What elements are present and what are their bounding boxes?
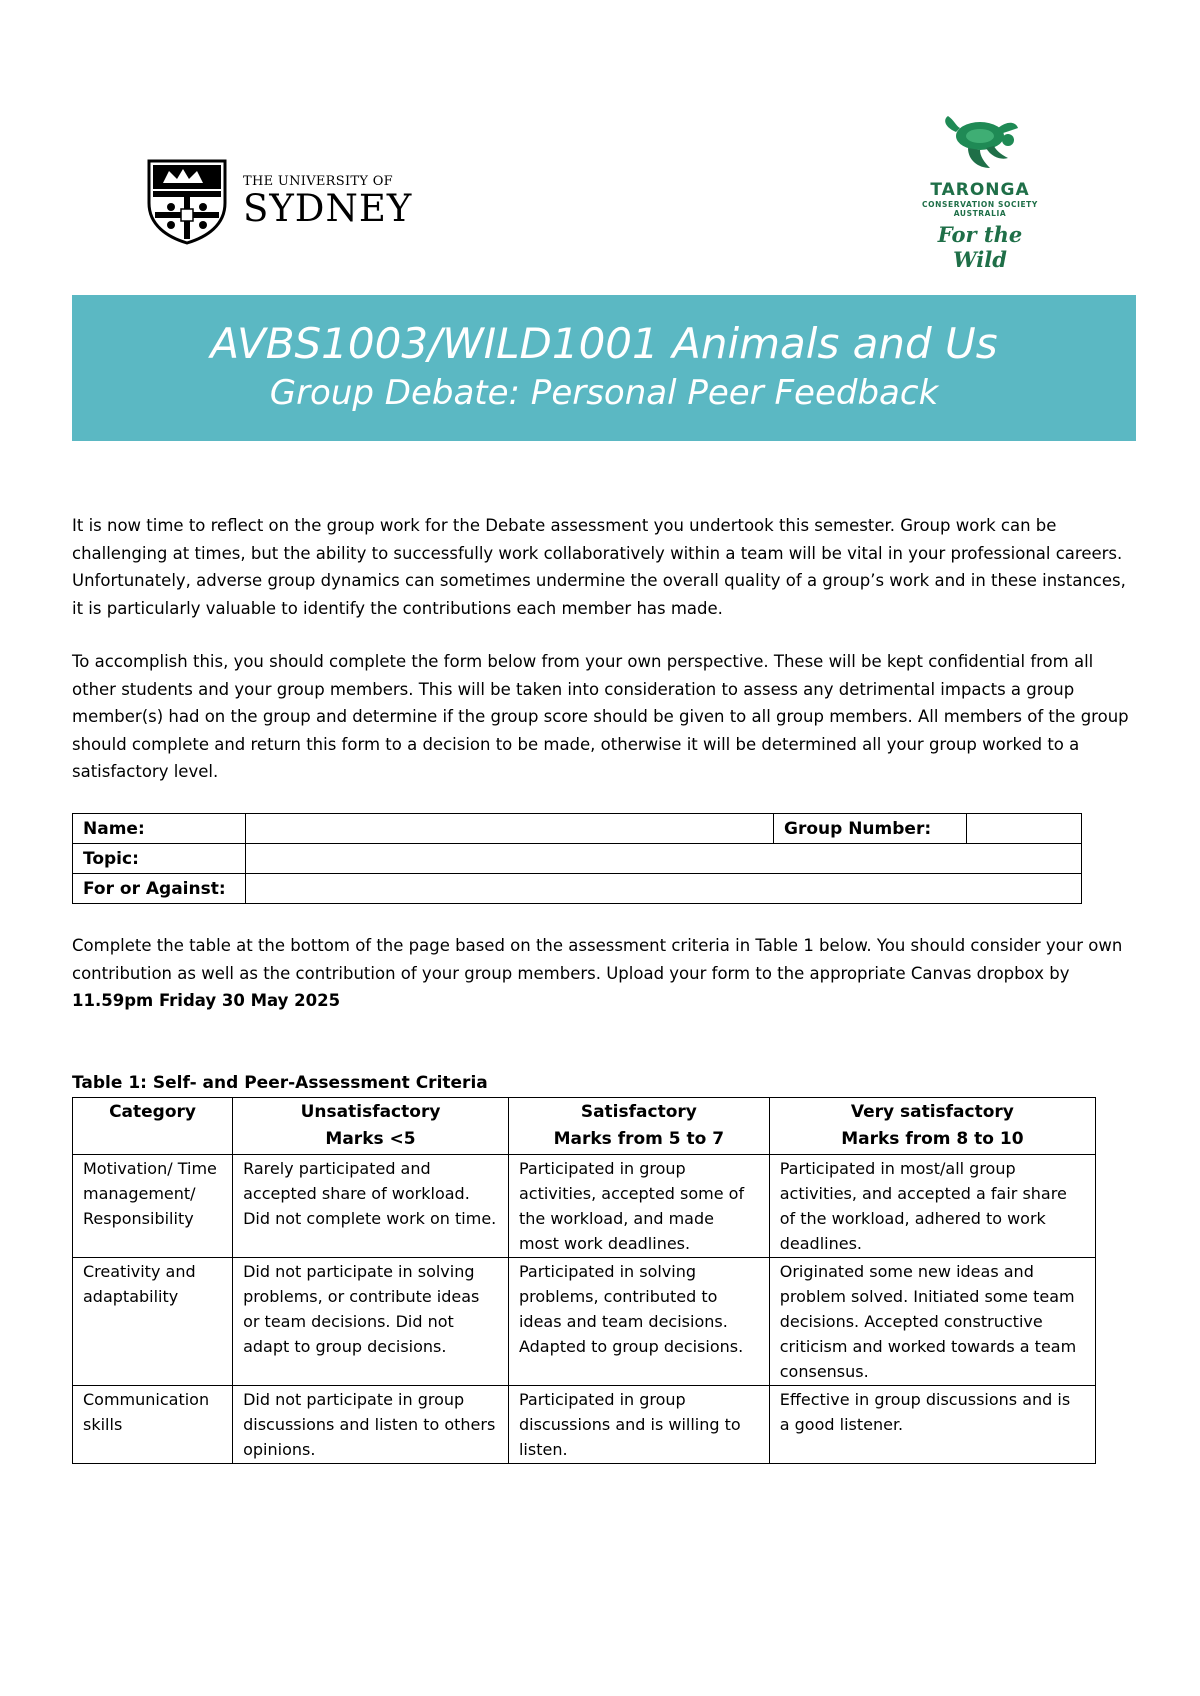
group-number-field[interactable] [967, 814, 1082, 844]
row-unsatisfactory: Did not participate in solving problems, or contribute ideas or team decisions. Did not adapt to group decisions. [233, 1258, 509, 1386]
table-row [73, 1258, 1096, 1386]
row-satisfactory: Participated in group discussions and is willing to listen. [508, 1386, 769, 1464]
row-very-satisfactory: Effective in group discussions and is a good listener. [769, 1386, 1095, 1464]
topic-row [73, 844, 1082, 874]
group-number-label: Group Number: [774, 814, 967, 844]
deadline-text: 11.59pm Friday 30 May 2025 [72, 991, 341, 1010]
taronga-sub-1: CONSERVATION SOCIETY [922, 200, 1038, 209]
taronga-name: TARONGA [930, 180, 1030, 200]
intro-paragraph-2: To accomplish this, you should complete the form below from your own perspective. These will be kept confidential from all other students and your group members. This will be taken into consideration to assess any detrimental impacts a group member(s) had on the group and determine if the group score should be given to all group members. All members of the group should complete and return this form to a decision to be made, otherwise it will be determined all your group worked to a satisfactory level. [72, 652, 1129, 781]
row-very-satisfactory: Participated in most/all group activities, and accepted a fair share of the workload, adhered to work deadlines. [769, 1155, 1095, 1258]
criteria-table-caption: Table 1: Self- and Peer-Assessment Criteria [72, 1073, 488, 1093]
header-unsat-label: Unsatisfactory [300, 1102, 441, 1122]
table-row [73, 1155, 1096, 1258]
for-against-row [73, 874, 1082, 904]
header-very-marks: Marks from 8 to 10 [841, 1129, 1024, 1149]
row-very-satisfactory: Originated some new ideas and problem solved. Initiated some team decisions. Accepted constructive criticism and worked towards a team consensus. [769, 1258, 1095, 1386]
title-banner [72, 295, 1136, 441]
taronga-tagline: For the Wild [937, 222, 1023, 272]
row-category: Motivation/ Time management/ Responsibility [73, 1155, 233, 1258]
page-title: AVBS1003/WILD1001 Animals and Us [210, 319, 998, 368]
name-label: Name: [73, 814, 246, 844]
row-satisfactory: Participated in solving problems, contributed to ideas and team decisions. Adapted to group decisions. [508, 1258, 769, 1386]
student-info-table [72, 813, 1082, 904]
instructions-paragraph [72, 932, 1142, 1015]
criteria-table [72, 1097, 1096, 1464]
row-category: Creativity and adaptability [73, 1258, 233, 1386]
topic-field[interactable] [246, 844, 1082, 874]
row-satisfactory: Participated in group activities, accepted some of the workload, and made most work deadlines. [508, 1155, 769, 1258]
turtle-icon [938, 110, 1022, 174]
row-unsatisfactory: Rarely participated and accepted share of workload. Did not complete work on time. [233, 1155, 509, 1258]
header-category: Category [73, 1098, 233, 1155]
table-row [73, 1386, 1096, 1464]
topic-label: Topic: [73, 844, 246, 874]
row-unsatisfactory: Did not participate in group discussions and listen to others opinions. [233, 1386, 509, 1464]
row-category: Communication skills [73, 1386, 233, 1464]
header-unsatisfactory [233, 1098, 509, 1155]
usyd-shield-icon [145, 157, 229, 245]
instructions-text: Complete the table at the bottom of the page based on the assessment criteria in Table 1 below. You should consider your own contribution as well as the contribution of your group members. Upload your form to the appropriate Canvas dropbox by [72, 936, 1123, 983]
header-very-satisfactory [769, 1098, 1095, 1155]
taronga-logo [915, 110, 1045, 272]
usyd-logo [145, 157, 415, 245]
criteria-header-row [73, 1098, 1096, 1155]
usyd-logo-line2: SYDNEY [243, 187, 413, 230]
header-satisfactory [508, 1098, 769, 1155]
for-against-field[interactable] [246, 874, 1082, 904]
name-field[interactable] [246, 814, 774, 844]
taronga-sub-2: AUSTRALIA [953, 209, 1007, 218]
usyd-logo-line1: THE UNIVERSITY OF [243, 174, 393, 189]
intro-paragraph-1: It is now time to reflect on the group work for the Debate assessment you undertook this semester. Group work can be challenging at times, but the ability to successfully work collaboratively within a team will be vital in your professional careers. Unfortunately, adverse group dynamics can sometimes undermine the overall quality of a group’s work and in these instances, it is particularly valuable to identify the contributions each member has made. [72, 516, 1126, 618]
name-row [73, 814, 1082, 844]
header-very-label: Very satisfactory [850, 1102, 1014, 1122]
page-subtitle: Group Debate: Personal Peer Feedback [269, 373, 939, 414]
for-against-label: For or Against: [73, 874, 246, 904]
header-unsat-marks: Marks <5 [325, 1129, 416, 1149]
header-sat-label: Satisfactory [580, 1102, 697, 1122]
header-sat-marks: Marks from 5 to 7 [553, 1129, 725, 1149]
